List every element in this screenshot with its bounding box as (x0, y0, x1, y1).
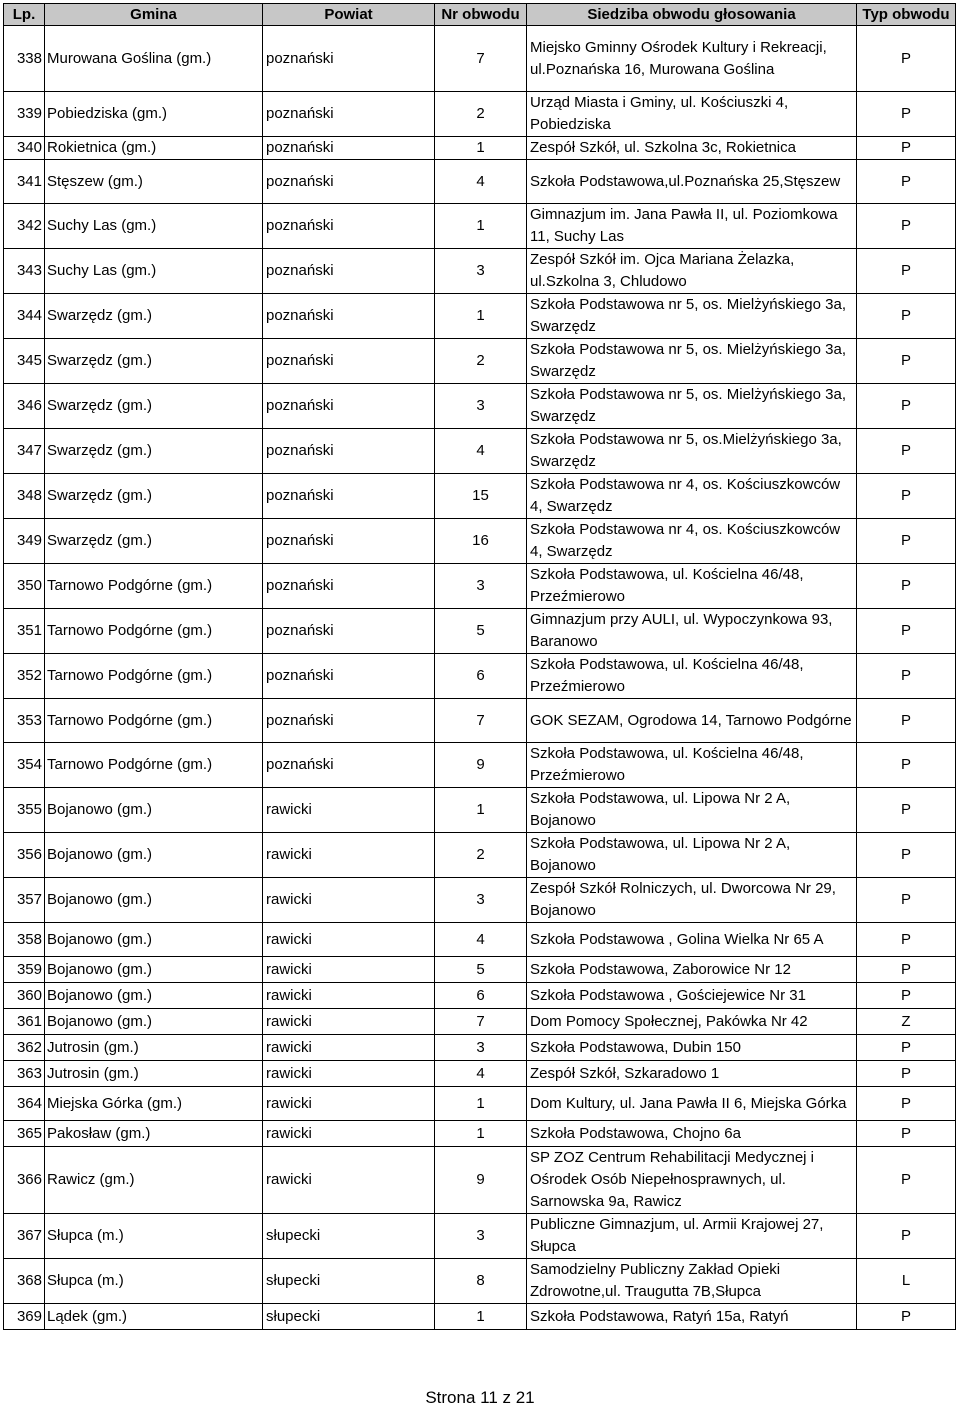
row-typ-obwodu: Z (857, 1009, 956, 1035)
row-powiat: rawicki (263, 1147, 435, 1214)
row-gmina: Swarzędz (gm.) (45, 384, 263, 429)
row-lp: 367 (4, 1214, 45, 1259)
row-gmina: Rokietnica (gm.) (45, 137, 263, 160)
row-lp: 353 (4, 699, 45, 743)
row-gmina: Słupca (m.) (45, 1259, 263, 1304)
row-powiat: słupecki (263, 1214, 435, 1259)
row-gmina: Tarnowo Podgórne (gm.) (45, 743, 263, 788)
table-row (4, 26, 956, 92)
row-gmina: Bojanowo (gm.) (45, 1009, 263, 1035)
row-gmina: Pobiedziska (gm.) (45, 92, 263, 137)
row-siedziba: Szkoła Podstawowa nr 5, os. Mielżyńskiego 3a, Swarzędz (527, 384, 857, 429)
row-powiat: poznański (263, 654, 435, 699)
row-nr-obwodu: 4 (435, 160, 527, 204)
row-gmina: Murowana Goślina (gm.) (45, 26, 263, 92)
row-powiat: poznański (263, 699, 435, 743)
row-powiat: poznański (263, 519, 435, 564)
row-lp: 358 (4, 923, 45, 957)
row-lp: 352 (4, 654, 45, 699)
row-nr-obwodu: 5 (435, 957, 527, 983)
row-lp: 341 (4, 160, 45, 204)
row-powiat: poznański (263, 384, 435, 429)
row-gmina: Stęszew (gm.) (45, 160, 263, 204)
table-row (4, 1214, 956, 1259)
row-siedziba: GOK SEZAM, Ogrodowa 14, Tarnowo Podgórne (527, 699, 857, 743)
row-lp: 349 (4, 519, 45, 564)
row-powiat: rawicki (263, 1035, 435, 1061)
row-nr-obwodu: 4 (435, 1061, 527, 1087)
row-nr-obwodu: 6 (435, 654, 527, 699)
row-nr-obwodu: 1 (435, 294, 527, 339)
table-row (4, 474, 956, 519)
row-lp: 340 (4, 137, 45, 160)
header-typ-obwodu: Typ obwodu (857, 4, 956, 26)
row-typ-obwodu: P (857, 429, 956, 474)
row-lp: 359 (4, 957, 45, 983)
row-gmina: Bojanowo (gm.) (45, 878, 263, 923)
table-row (4, 384, 956, 429)
row-siedziba: Dom Kultury, ul. Jana Pawła II 6, Miejska Górka (527, 1087, 857, 1121)
table-row (4, 1009, 956, 1035)
row-nr-obwodu: 6 (435, 983, 527, 1009)
table-row (4, 1259, 956, 1304)
row-gmina: Swarzędz (gm.) (45, 339, 263, 384)
row-typ-obwodu: P (857, 983, 956, 1009)
row-typ-obwodu: P (857, 1035, 956, 1061)
row-siedziba: Szkoła Podstawowa , Golina Wielka Nr 65 A (527, 923, 857, 957)
table-row (4, 833, 956, 878)
row-lp: 361 (4, 1009, 45, 1035)
row-siedziba: Zespół Szkół Rolniczych, ul. Dworcowa Nr 29, Bojanowo (527, 878, 857, 923)
row-lp: 369 (4, 1304, 45, 1330)
row-gmina: Miejska Górka (gm.) (45, 1087, 263, 1121)
row-siedziba: Szkoła Podstawowa, Ratyń 15a, Ratyń (527, 1304, 857, 1330)
table-row (4, 294, 956, 339)
row-nr-obwodu: 2 (435, 833, 527, 878)
row-nr-obwodu: 7 (435, 1009, 527, 1035)
row-gmina: Jutrosin (gm.) (45, 1035, 263, 1061)
row-siedziba: Publiczne Gimnazjum, ul. Armii Krajowej 27, Słupca (527, 1214, 857, 1259)
header-gmina: Gmina (45, 4, 263, 26)
row-nr-obwodu: 2 (435, 339, 527, 384)
row-lp: 345 (4, 339, 45, 384)
table-row (4, 654, 956, 699)
voting-districts-table-container (3, 3, 955, 1330)
row-lp: 357 (4, 878, 45, 923)
row-typ-obwodu: P (857, 160, 956, 204)
row-siedziba: Szkoła Podstawowa nr 5, os. Mielżyńskiego 3a, Swarzędz (527, 339, 857, 384)
table-row (4, 957, 956, 983)
row-gmina: Swarzędz (gm.) (45, 294, 263, 339)
row-typ-obwodu: P (857, 878, 956, 923)
row-lp: 366 (4, 1147, 45, 1214)
table-row (4, 923, 956, 957)
row-gmina: Swarzędz (gm.) (45, 519, 263, 564)
row-typ-obwodu: P (857, 788, 956, 833)
row-siedziba: Szkoła Podstawowa nr 5, os.Mielżyńskiego 3a, Swarzędz (527, 429, 857, 474)
row-nr-obwodu: 3 (435, 878, 527, 923)
row-gmina: Bojanowo (gm.) (45, 833, 263, 878)
row-typ-obwodu: P (857, 833, 956, 878)
row-gmina: Jutrosin (gm.) (45, 1061, 263, 1087)
row-typ-obwodu: P (857, 609, 956, 654)
row-nr-obwodu: 4 (435, 923, 527, 957)
row-powiat: poznański (263, 294, 435, 339)
row-gmina: Bojanowo (gm.) (45, 983, 263, 1009)
row-typ-obwodu: P (857, 923, 956, 957)
row-powiat: poznański (263, 137, 435, 160)
row-gmina: Tarnowo Podgórne (gm.) (45, 654, 263, 699)
row-gmina: Pakosław (gm.) (45, 1121, 263, 1147)
row-nr-obwodu: 1 (435, 788, 527, 833)
row-lp: 346 (4, 384, 45, 429)
row-powiat: poznański (263, 339, 435, 384)
row-lp: 354 (4, 743, 45, 788)
row-lp: 362 (4, 1035, 45, 1061)
row-typ-obwodu: P (857, 204, 956, 249)
row-powiat: rawicki (263, 923, 435, 957)
row-lp: 351 (4, 609, 45, 654)
row-siedziba: Samodzielny Publiczny Zakład Opieki Zdrowotne,ul. Traugutta 7B,Słupca (527, 1259, 857, 1304)
row-siedziba: Szkoła Podstawowa, Zaborowice Nr 12 (527, 957, 857, 983)
row-lp: 355 (4, 788, 45, 833)
row-siedziba: Szkoła Podstawowa, ul. Kościelna 46/48, Przeźmierowo (527, 743, 857, 788)
row-siedziba: Szkoła Podstawowa , Gościejewice Nr 31 (527, 983, 857, 1009)
row-powiat: poznański (263, 743, 435, 788)
row-powiat: słupecki (263, 1304, 435, 1330)
row-nr-obwodu: 4 (435, 429, 527, 474)
row-siedziba: Szkoła Podstawowa nr 4, os. Kościuszkowców 4, Swarzędz (527, 474, 857, 519)
row-powiat: poznański (263, 204, 435, 249)
row-lp: 363 (4, 1061, 45, 1087)
table-row (4, 788, 956, 833)
row-siedziba: Zespół Szkół, ul. Szkolna 3c, Rokietnica (527, 137, 857, 160)
row-nr-obwodu: 9 (435, 743, 527, 788)
row-typ-obwodu: P (857, 699, 956, 743)
row-nr-obwodu: 3 (435, 564, 527, 609)
table-row (4, 519, 956, 564)
row-siedziba: SP ZOZ Centrum Rehabilitacji Medycznej i Ośrodek Osób Niepełnosprawnych, ul. Sarnowska 9a, Rawicz (527, 1147, 857, 1214)
row-siedziba: Szkoła Podstawowa, ul. Lipowa Nr 2 A, Bojanowo (527, 788, 857, 833)
table-body (4, 26, 956, 1330)
table-row (4, 92, 956, 137)
row-siedziba: Dom Pomocy Społecznej, Pakówka Nr 42 (527, 1009, 857, 1035)
row-lp: 338 (4, 26, 45, 92)
page-footer: Strona 11 z 21 (425, 1388, 535, 1407)
table-row (4, 1035, 956, 1061)
row-typ-obwodu: P (857, 1214, 956, 1259)
table-row (4, 204, 956, 249)
row-siedziba: Gimnazjum przy AULI, ul. Wypoczynkowa 93, Baranowo (527, 609, 857, 654)
row-gmina: Swarzędz (gm.) (45, 474, 263, 519)
row-gmina: Bojanowo (gm.) (45, 788, 263, 833)
row-powiat: rawicki (263, 833, 435, 878)
row-nr-obwodu: 15 (435, 474, 527, 519)
row-lp: 365 (4, 1121, 45, 1147)
row-nr-obwodu: 3 (435, 1214, 527, 1259)
row-powiat: rawicki (263, 1087, 435, 1121)
row-powiat: poznański (263, 564, 435, 609)
table-row (4, 1304, 956, 1330)
row-siedziba: Szkoła Podstawowa nr 5, os. Mielżyńskiego 3a, Swarzędz (527, 294, 857, 339)
row-siedziba: Zespół Szkół, Szkaradowo 1 (527, 1061, 857, 1087)
row-gmina: Bojanowo (gm.) (45, 923, 263, 957)
row-nr-obwodu: 7 (435, 26, 527, 92)
row-powiat: poznański (263, 92, 435, 137)
row-nr-obwodu: 9 (435, 1147, 527, 1214)
row-nr-obwodu: 1 (435, 204, 527, 249)
row-typ-obwodu: P (857, 294, 956, 339)
row-lp: 356 (4, 833, 45, 878)
header-nr-obwodu: Nr obwodu (435, 4, 527, 26)
row-gmina: Słupca (m.) (45, 1214, 263, 1259)
row-powiat: poznański (263, 429, 435, 474)
row-typ-obwodu: P (857, 519, 956, 564)
row-typ-obwodu: P (857, 249, 956, 294)
table-row (4, 983, 956, 1009)
row-typ-obwodu: P (857, 654, 956, 699)
table-header-row (4, 4, 956, 26)
row-typ-obwodu: P (857, 26, 956, 92)
row-typ-obwodu: P (857, 474, 956, 519)
table-row (4, 1147, 956, 1214)
row-powiat: rawicki (263, 1009, 435, 1035)
row-typ-obwodu: P (857, 92, 956, 137)
row-lp: 350 (4, 564, 45, 609)
row-gmina: Lądek (gm.) (45, 1304, 263, 1330)
row-siedziba: Szkoła Podstawowa nr 4, os. Kościuszkowców 4, Swarzędz (527, 519, 857, 564)
row-typ-obwodu: P (857, 339, 956, 384)
row-nr-obwodu: 1 (435, 1304, 527, 1330)
row-lp: 342 (4, 204, 45, 249)
row-typ-obwodu: P (857, 1061, 956, 1087)
row-typ-obwodu: P (857, 1121, 956, 1147)
row-nr-obwodu: 8 (435, 1259, 527, 1304)
table-row (4, 429, 956, 474)
row-lp: 360 (4, 983, 45, 1009)
row-nr-obwodu: 1 (435, 137, 527, 160)
row-siedziba: Miejsko Gminny Ośrodek Kultury i Rekreacji, ul.Poznańska 16, Murowana Goślina (527, 26, 857, 92)
row-lp: 368 (4, 1259, 45, 1304)
row-gmina: Swarzędz (gm.) (45, 429, 263, 474)
row-lp: 348 (4, 474, 45, 519)
row-gmina: Suchy Las (gm.) (45, 249, 263, 294)
row-nr-obwodu: 5 (435, 609, 527, 654)
row-gmina: Tarnowo Podgórne (gm.) (45, 609, 263, 654)
row-typ-obwodu: P (857, 384, 956, 429)
row-nr-obwodu: 16 (435, 519, 527, 564)
row-typ-obwodu: L (857, 1259, 956, 1304)
table-row (4, 339, 956, 384)
row-powiat: rawicki (263, 1121, 435, 1147)
header-powiat: Powiat (263, 4, 435, 26)
row-typ-obwodu: P (857, 957, 956, 983)
table-row (4, 1087, 956, 1121)
table-row (4, 743, 956, 788)
row-siedziba: Gimnazjum im. Jana Pawła II, ul. Poziomkowa 11, Suchy Las (527, 204, 857, 249)
row-typ-obwodu: P (857, 137, 956, 160)
row-lp: 344 (4, 294, 45, 339)
table-row (4, 1121, 956, 1147)
row-nr-obwodu: 7 (435, 699, 527, 743)
header-siedziba: Siedziba obwodu głosowania (527, 4, 857, 26)
row-nr-obwodu: 3 (435, 1035, 527, 1061)
table-row (4, 699, 956, 743)
row-nr-obwodu: 2 (435, 92, 527, 137)
row-gmina: Rawicz (gm.) (45, 1147, 263, 1214)
row-powiat: rawicki (263, 788, 435, 833)
row-siedziba: Urząd Miasta i Gminy, ul. Kościuszki 4, Pobiedziska (527, 92, 857, 137)
row-typ-obwodu: P (857, 564, 956, 609)
row-powiat: rawicki (263, 957, 435, 983)
row-lp: 339 (4, 92, 45, 137)
row-nr-obwodu: 1 (435, 1087, 527, 1121)
row-nr-obwodu: 1 (435, 1121, 527, 1147)
row-nr-obwodu: 3 (435, 249, 527, 294)
row-powiat: rawicki (263, 983, 435, 1009)
row-siedziba: Szkoła Podstawowa, ul. Kościelna 46/48, Przeźmierowo (527, 564, 857, 609)
row-powiat: rawicki (263, 878, 435, 923)
row-siedziba: Szkoła Podstawowa,ul.Poznańska 25,Stęszew (527, 160, 857, 204)
row-siedziba: Szkoła Podstawowa, ul. Lipowa Nr 2 A, Bojanowo (527, 833, 857, 878)
table-row (4, 564, 956, 609)
row-powiat: poznański (263, 26, 435, 92)
row-powiat: poznański (263, 609, 435, 654)
row-siedziba: Szkoła Podstawowa, ul. Kościelna 46/48, Przeźmierowo (527, 654, 857, 699)
table-row (4, 1061, 956, 1087)
voting-districts-table (3, 3, 956, 1330)
table-row (4, 249, 956, 294)
table-row (4, 160, 956, 204)
row-lp: 343 (4, 249, 45, 294)
row-typ-obwodu: P (857, 1147, 956, 1214)
row-lp: 364 (4, 1087, 45, 1121)
row-powiat: poznański (263, 160, 435, 204)
row-siedziba: Zespół Szkół im. Ojca Mariana Żelazka, ul.Szkolna 3, Chludowo (527, 249, 857, 294)
row-gmina: Tarnowo Podgórne (gm.) (45, 699, 263, 743)
row-powiat: rawicki (263, 1061, 435, 1087)
table-row (4, 137, 956, 160)
row-powiat: poznański (263, 249, 435, 294)
row-gmina: Tarnowo Podgórne (gm.) (45, 564, 263, 609)
table-row (4, 609, 956, 654)
row-siedziba: Szkoła Podstawowa, Dubin 150 (527, 1035, 857, 1061)
row-nr-obwodu: 3 (435, 384, 527, 429)
row-gmina: Suchy Las (gm.) (45, 204, 263, 249)
row-gmina: Bojanowo (gm.) (45, 957, 263, 983)
header-lp: Lp. (4, 4, 45, 26)
row-typ-obwodu: P (857, 743, 956, 788)
row-powiat: słupecki (263, 1259, 435, 1304)
row-lp: 347 (4, 429, 45, 474)
row-powiat: poznański (263, 474, 435, 519)
row-siedziba: Szkoła Podstawowa, Chojno 6a (527, 1121, 857, 1147)
table-row (4, 878, 956, 923)
row-typ-obwodu: P (857, 1304, 956, 1330)
row-typ-obwodu: P (857, 1087, 956, 1121)
